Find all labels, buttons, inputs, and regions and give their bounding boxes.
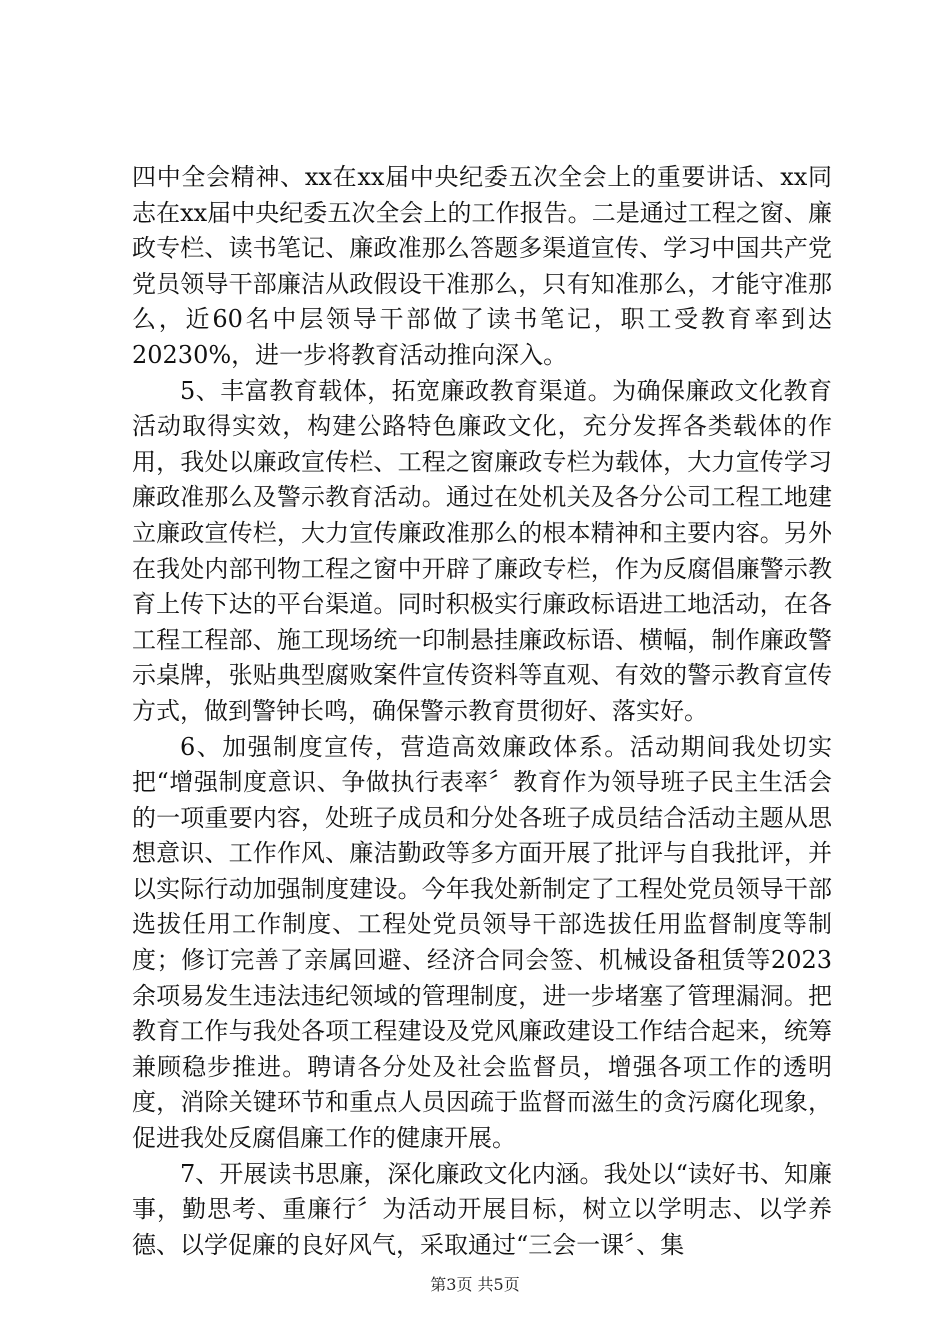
document-body — [132, 160, 832, 1263]
paragraph-item-7: 7、开展读书思廉，深化廉政文化内涵。我处以“读好书、知廉事，勤思考、重廉行〞为活动开展目标，树立以学明志、以学养德、以学促廉的良好风气，采取通过“三会一课〞、集 — [132, 1159, 832, 1259]
page-number-footer: 第3页 共5页 — [430, 1275, 520, 1294]
paragraph-item-5: 5、丰富教育载体，拓宽廉政教育渠道。为确保廉政文化教育活动取得实效，构建公路特色廉政文化，充分发挥各类载体的作用，我处以廉政宣传栏、工程之窗廉政专栏为载体，大力宣传学习廉政准那么及警示教育活动。通过在处机关及各分公司工程工地建立廉政宣传栏，大力宣传廉政准那么的根本精神和主要内容。另外在我处内部刊物工程之窗中开辟了廉政专栏，作为反腐倡廉警示教育上传下达的平台渠道。同时积极实行廉政标语进工地活动，在各工程工程部、施工现场统一印制悬挂廉政标语、横幅，制作廉政警示桌牌，张贴典型腐败案件宣传资料等直观、有效的警示教育宣传方式，做到警钟长鸣，确保警示教育贯彻好、落实好。 — [132, 376, 832, 725]
paragraph-continuation: 四中全会精神、xx在xx届中央纪委五次全会上的重要讲话、xx同志在xx届中央纪委五次全会上的工作报告。二是通过工程之窗、廉政专栏、读书笔记、廉政准那么答题多渠道宣传、学习中国共产党党员领导干部廉洁从政假设干准那么，只有知准那么，才能守准那么，近60名中层领导干部做了读书笔记，职工受教育率到达20230%，进一步将教育活动推向深入。 — [132, 163, 832, 369]
paragraph-item-6: 6、加强制度宣传，营造高效廉政体系。活动期间我处切实把“增强制度意识、争做执行表率〞教育作为领导班子民主生活会的一项重要内容，处班子成员和分处各班子成员结合活动主题从思想意识、工作作风、廉洁勤政等多方面开展了批评与自我批评，并以实际行动加强制度建设。今年我处新制定了工程处党员领导干部选拔任用工作制度、工程处党员领导干部选拔任用监督制度等制度；修订完善了亲属回避、经济合同会签、机械设备租赁等2023余项易发生违法违纪领域的管理制度，进一步堵塞了管理漏洞。把教育工作与我处各项工程建设及党风廉政建设工作结合起来，统筹兼顾稳步推进。聘请各分处及社会监督员，增强各项工作的透明度，消除关键环节和重点人员因疏于监督而滋生的贪污腐化现象，促进我处反腐倡廉工作的健康开展。 — [132, 732, 832, 1153]
